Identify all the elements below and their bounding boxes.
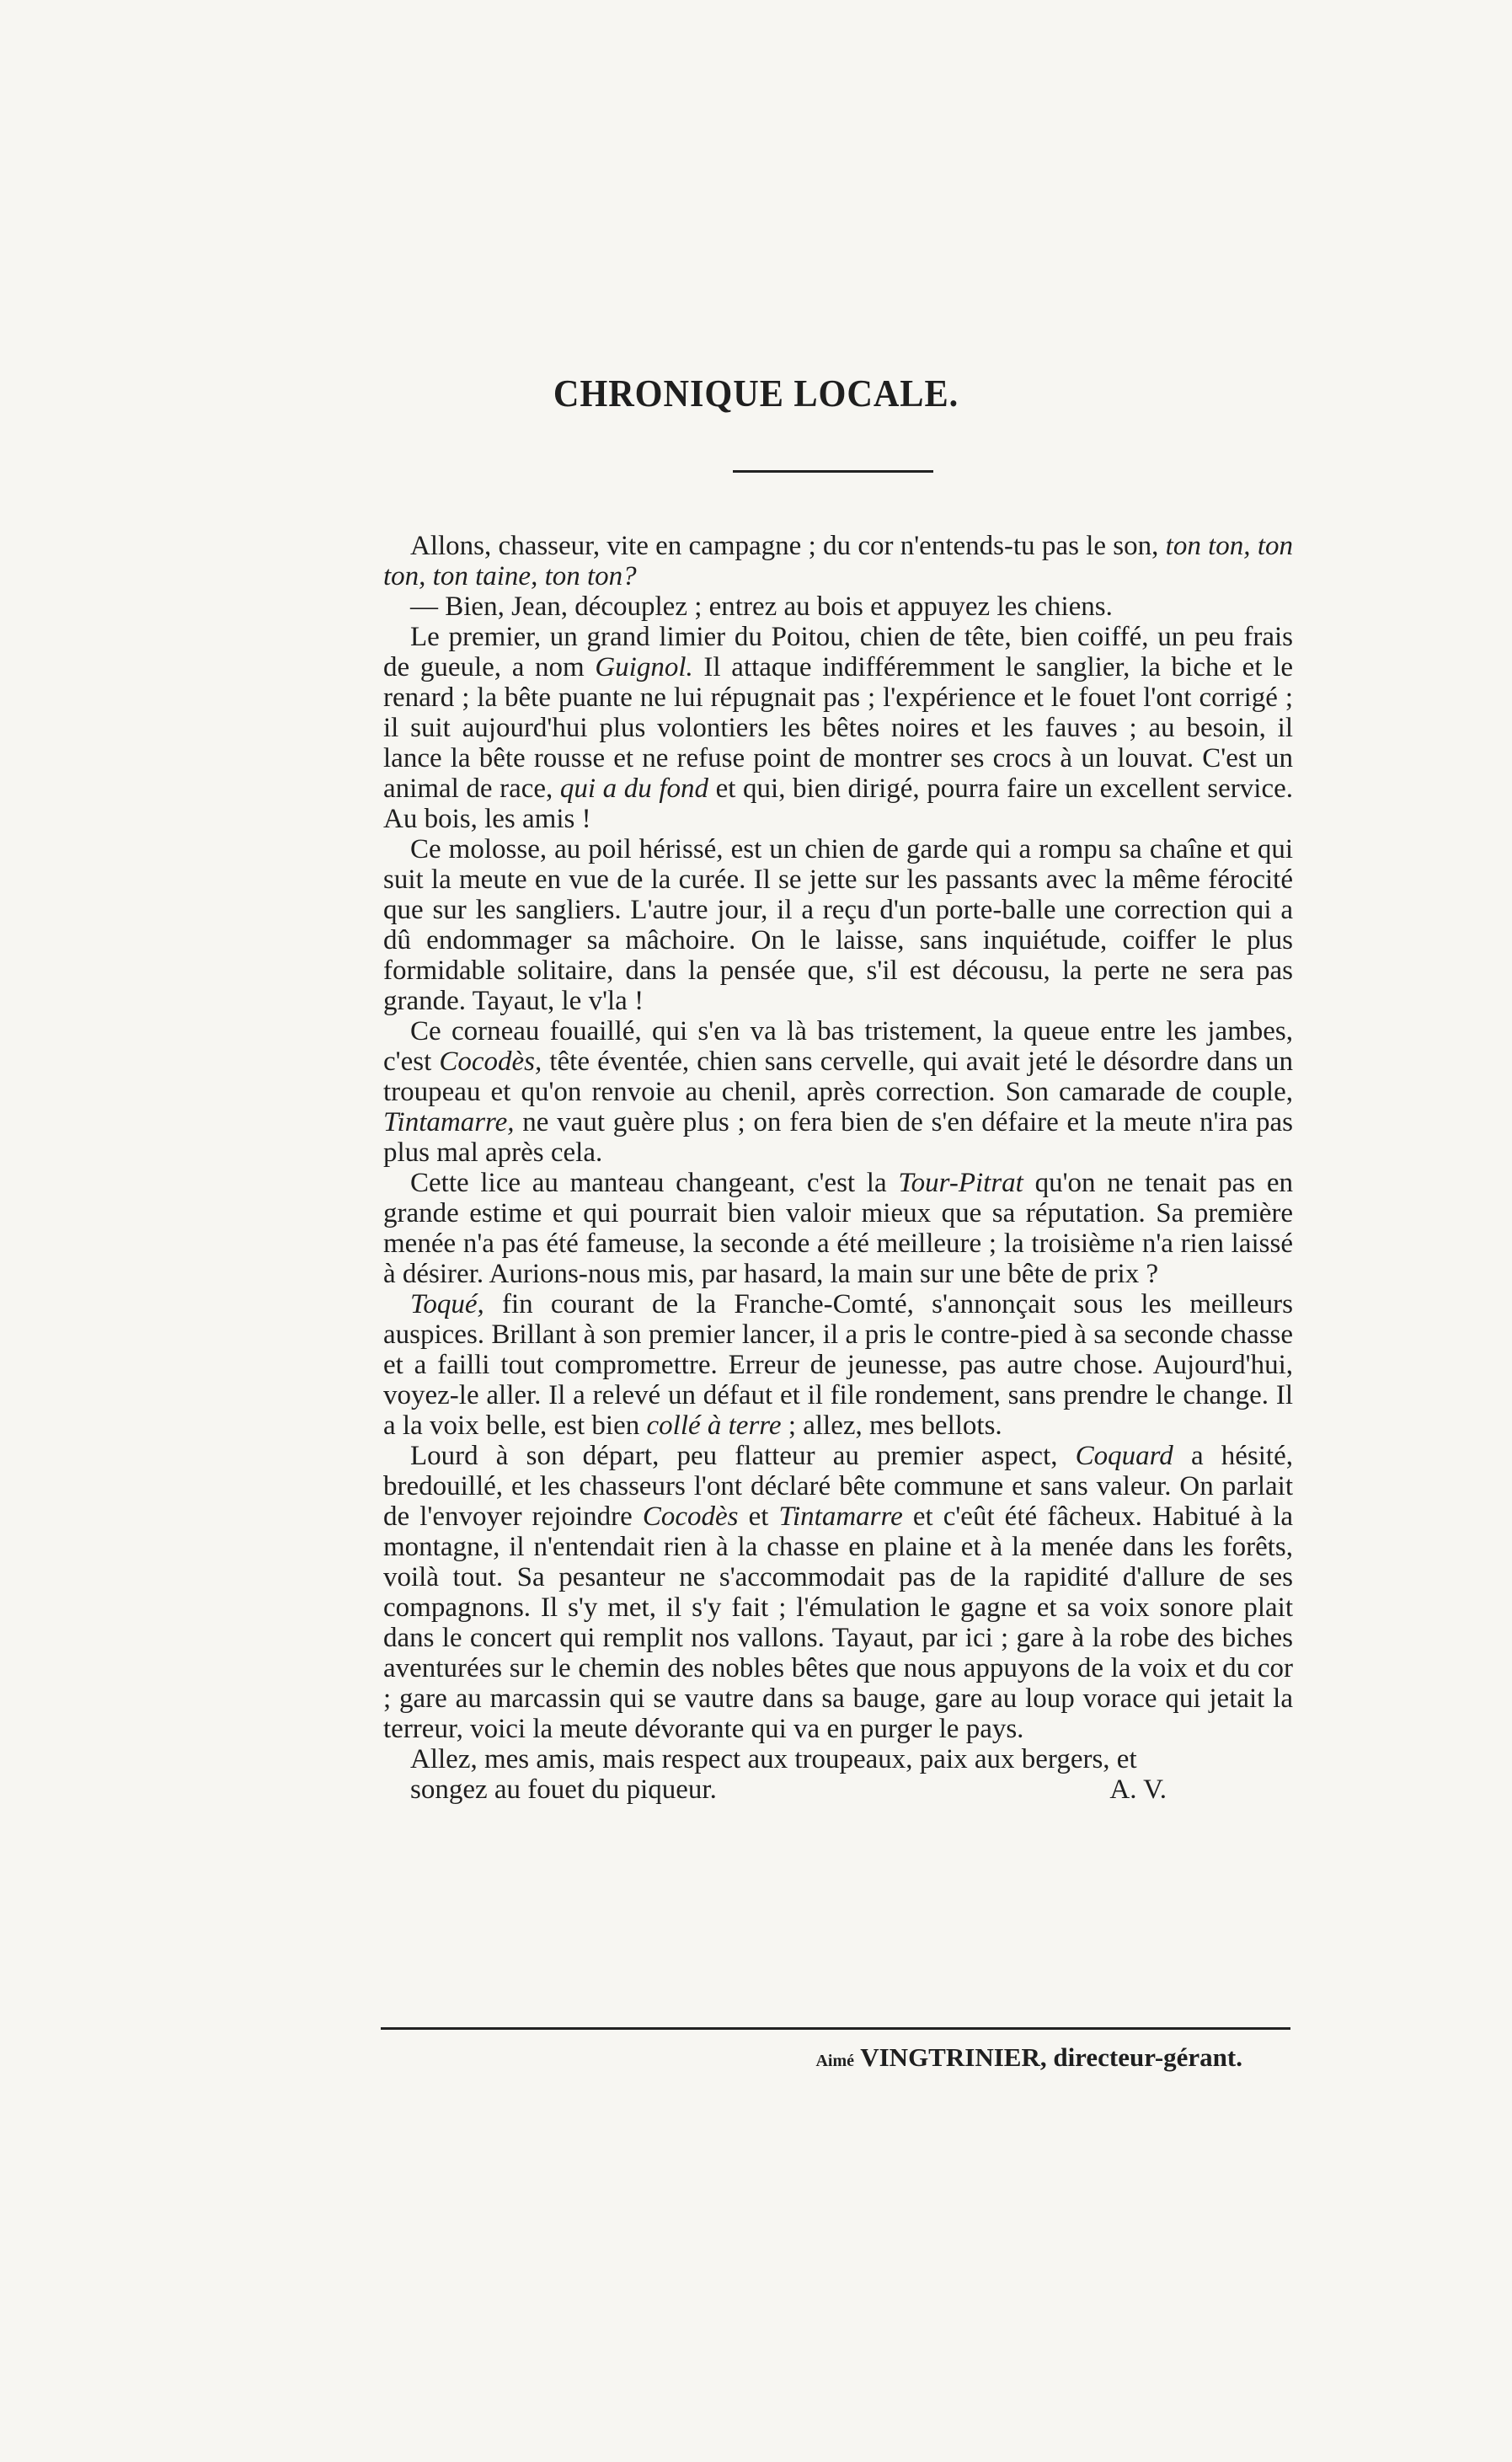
text-run: Allez, mes amis, mais respect aux troupeaux, paix aux bergers, et	[410, 1744, 1137, 1774]
text-run: ; allez, mes bellots.	[781, 1410, 1002, 1441]
italic-text: qui a du fond	[559, 773, 709, 804]
paragraph	[383, 1744, 1293, 1774]
text-run: et c'eût été fâcheux. Habitué à la montagne, il n'entendait rien à la chasse en plaine et à la menée dans les forêts, voilà tout. Sa pesanteur ne s'accommodait pas de la rapidité d'allure de ses compagnons. Il s'y met, il s'y fait ; l'émulation le gagne et sa voix sonore plait dans le concert qui remplit nos vallons. Tayaut, par ici ; gare à la robe des biches aventurées sur le chemin des nobles bêtes que nous appuyons de la voix et du cor ; gare au marcassin qui se vautre dans sa bauge, gare au loup vorace qui jetait la terreur, voici la meute dévorante qui va en purger le pays.	[383, 1501, 1293, 1744]
italic-text: Cocodès	[642, 1501, 739, 1532]
paragraph	[383, 622, 1293, 834]
text-run: fin courant de la Franche-Comté, s'annonçait sous les meilleurs auspices. Brillant à son premier lancer, il a pris le contre-pied à sa seconde chasse et a failli tout compromettre. Erreur de jeunesse, pas autre chose. Aujourd'hui, voyez-le aller. Il a relevé un défaut et il file rondement, sans prendre le change. Il a la voix belle, est bien	[383, 1289, 1293, 1441]
text-run: tête éventée, chien sans cervelle, qui avait jeté le désordre dans un troupeau et qu'on renvoie au chenil, après correction. Son camarade de couple,	[383, 1046, 1293, 1107]
text-run: Ce molosse, au poil hérissé, est un chien de garde qui a rompu sa chaîne et qui suit la meute en vue de la curée. Il se jette sur les passants avec la même férocité que sur les sangliers. L'autre jour, il a reçu d'un porte-balle une correction qui a dû endommager sa mâchoire. On le laisse, sans inquiétude, coiffer le plus formidable solitaire, dans la pensée que, s'il est décousu, la perte ne sera pas grande. Tayaut, le v'la !	[383, 834, 1293, 1016]
text-run: Il attaque indifféremment le sanglier, la biche et le renard ; la bête puante ne lui répugnait pas ; l'expérience et le fouet l'ont corrigé ; il suit aujourd'hui plus volontiers les bêtes noires et les fauves ; au besoin, il lance la bête rousse et ne refuse point de montrer ses crocs à un louvat. C'est un animal de race,	[383, 652, 1293, 804]
footer-divider	[381, 2027, 1290, 2030]
footer-first-name: Aimé	[815, 2052, 855, 2070]
paragraph	[383, 531, 1293, 591]
italic-text: Cocodès,	[439, 1046, 542, 1077]
text-run: Lourd à son départ, peu flatteur au premier aspect,	[410, 1441, 1076, 1471]
text-run: ne vaut guère plus ; on fera bien de s'en défaire et la meute n'ira pas plus mal après cela.	[383, 1107, 1293, 1168]
italic-text: Tintamarre	[778, 1501, 903, 1532]
title-divider	[733, 470, 933, 473]
italic-text: Guignol.	[595, 652, 693, 682]
paragraph	[383, 1441, 1293, 1744]
page-title: CHRONIQUE LOCALE.	[553, 372, 959, 415]
text-run: Allons, chasseur, vite en campagne ; du cor n'entends-tu pas le son,	[410, 531, 1166, 561]
paragraph	[383, 591, 1293, 622]
paragraph	[383, 1168, 1293, 1289]
paragraph	[383, 1289, 1293, 1441]
text-run: et	[738, 1501, 779, 1532]
text-run: et qui, bien dirigé, pourra faire un excellent service. Au bois, les amis !	[383, 773, 1293, 834]
paragraph	[383, 834, 1293, 1016]
text-run: a hésité, bredouillé, et les chasseurs l'ont déclaré bête commune et sans valeur. On parlait de l'envoyer rejoindre	[383, 1441, 1293, 1532]
text-run: Cette lice au manteau changeant, c'est la	[410, 1168, 899, 1198]
footer-name: VINGTRINIER, directeur-gérant.	[860, 2042, 1242, 2072]
italic-text: collé à terre	[646, 1410, 782, 1441]
paragraph	[383, 1016, 1293, 1168]
italic-text: ton ton, ton ton, ton taine, ton ton?	[383, 531, 1293, 591]
publisher-footer	[0, 2042, 1242, 2073]
text-run: Ce corneau fouaillé, qui s'en va là bas tristement, la queue entre les jambes, c'est	[383, 1016, 1293, 1077]
closing-text: songez au fouet du piqueur.	[410, 1774, 717, 1805]
signature: A. V.	[1109, 1774, 1167, 1805]
italic-text: Coquard	[1075, 1441, 1173, 1471]
italic-text: Tour-Pitrat	[898, 1168, 1023, 1198]
closing-line	[383, 1774, 1293, 1805]
text-run: — Bien, Jean, découplez ; entrez au bois et appuyez les chiens.	[410, 591, 1113, 622]
text-run: Le premier, un grand limier du Poitou, chien de tête, bien coiffé, un peu frais de gueule, a nom	[383, 622, 1293, 682]
article-body	[383, 531, 1293, 1805]
italic-text: Tintamarre,	[383, 1107, 515, 1137]
text-run: qu'on ne tenait pas en grande estime et qui pourrait bien valoir mieux que sa réputation. Sa première menée n'a pas été fameuse, la seconde a été meilleure ; la troisième n'a rien laissé à désirer. Aurions-nous mis, par hasard, la main sur une bête de prix ?	[383, 1168, 1293, 1289]
italic-text: Toqué,	[410, 1289, 484, 1319]
